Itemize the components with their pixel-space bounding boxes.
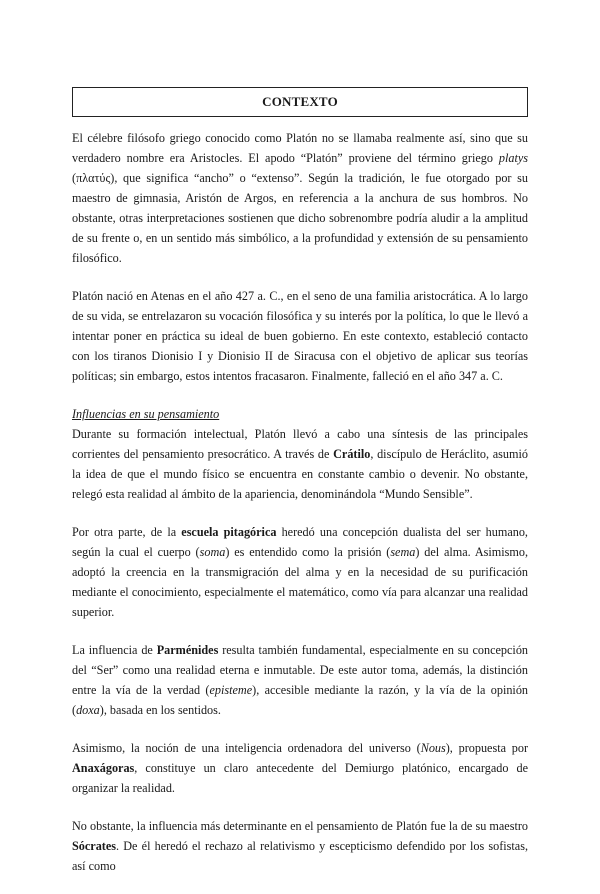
term-platys: platys: [498, 151, 528, 165]
body-text: [72, 128, 528, 894]
text-span: heredó una concepción dualista del ser humano, según la cual el cuerpo (: [72, 525, 528, 559]
text-span: ) del alma. Asimismo, adoptó la creencia en la transmigración del alma y en la necesidad de su purificación mediante el conocimiento, especialmente el matemático, como vía para alcanzar una realidad superior.: [72, 545, 528, 619]
term-doxa: doxa: [76, 703, 100, 717]
greek-term: πλατύς: [76, 171, 111, 185]
paragraph-parmenides: [72, 640, 528, 720]
text-span: , constituye un claro antecedente del Demiurgo platónico, encargado de organizar la realidad.: [72, 761, 528, 795]
text-span: Por otra parte, de la: [72, 525, 182, 539]
text-span: ), propuesta por: [445, 741, 529, 755]
paragraph-anaxagoras: [72, 738, 528, 798]
term-nous: Nous: [420, 741, 446, 755]
term-soma: soma: [199, 545, 226, 559]
term-socrates: Sócrates: [72, 839, 116, 853]
text-span: El célebre filósofo griego conocido como Platón no se llamaba realmente así, sino que su verdadero nombre era Aristocles. El apodo “Platón” proviene del término griego: [72, 131, 528, 165]
text-span: No obstante, la influencia más determinante en el pensamiento de Platón fue la de su maestro: [72, 819, 528, 833]
text-span: ), que significa “ancho” o “extenso”. Según la tradición, le fue otorgado por su maestro de gimnasia, Aristón de Argos, en referencia a la anchura de sus hombros. No obstante, otras interpretaciones sostienen que dicho sobrenombre podría aludir a la amplitud de su frente o, en un sentido más simbólico, a la profundidad y extensión de su pensamiento filosófico.: [72, 171, 528, 265]
text-span: Asimismo, la noción de una inteligencia ordenadora del universo (: [72, 741, 421, 755]
text-span: resulta también fundamental, especialmente en su concepción del “Ser” como una realidad eterna e inmutable. De este autor toma, además, la distinción entre la vía de la verdad (: [72, 643, 529, 697]
subheading-influences: Influencias en su pensamiento: [72, 407, 220, 421]
text-span: ), accesible mediante la razón, y la vía de la opinión (: [72, 683, 529, 717]
text-span: . De él heredó el rechazo al relativismo y escepticismo defendido por los sofistas, así como: [72, 839, 528, 873]
paragraph-socrates: [72, 816, 528, 876]
page-title: CONTEXTO: [262, 94, 338, 109]
term-escuela-pitagorica: escuela pitagórica: [181, 525, 277, 539]
term-anaxagoras: Anaxágoras: [72, 761, 135, 775]
text-span: (: [72, 171, 77, 185]
text-span: ) es entendido como la prisión (: [225, 545, 391, 559]
term-episteme: episteme: [209, 683, 253, 697]
term-cratilo: Crátilo: [333, 447, 371, 461]
title-box: [72, 87, 528, 117]
paragraph-pythagorean: [72, 522, 528, 622]
text-span: ), basada en los sentidos.: [99, 703, 221, 717]
term-parmenides: Parménides: [156, 643, 219, 657]
paragraph-name-origin: [72, 128, 528, 268]
section-heading: [72, 404, 528, 424]
paragraph-biography: Platón nació en Atenas en el año 427 a. C., en el seno de una familia aristocrática. A lo largo de su vida, se entrelazaron su vocación filosófica y su interés por la política, lo que le llevó a intentar poner en práctica su ideal de buen gobierno. En este contexto, estableció contacto con los tiranos Dionisio I y Dionisio II de Siracusa con el objetivo de aplicar sus teorías políticas; sin embargo, estos intentos fracasaron. Finalmente, falleció en el año 347 a. C.: [72, 289, 528, 383]
text-span: , discípulo de Heráclito, asumió la idea de que el mundo físico se encuentra en constante cambio o devenir. No obstante, relegó esta realidad al ámbito de la apariencia, denominándola “Mundo Sensible”.: [72, 447, 528, 501]
text-span: La influencia de: [72, 643, 157, 657]
text-span: Durante su formación intelectual, Platón llevó a cabo una síntesis de las principales corrientes del pensamiento presocrático. A través de: [72, 427, 528, 461]
paragraph-cratilo: [72, 424, 528, 504]
term-sema: sema: [390, 545, 416, 559]
